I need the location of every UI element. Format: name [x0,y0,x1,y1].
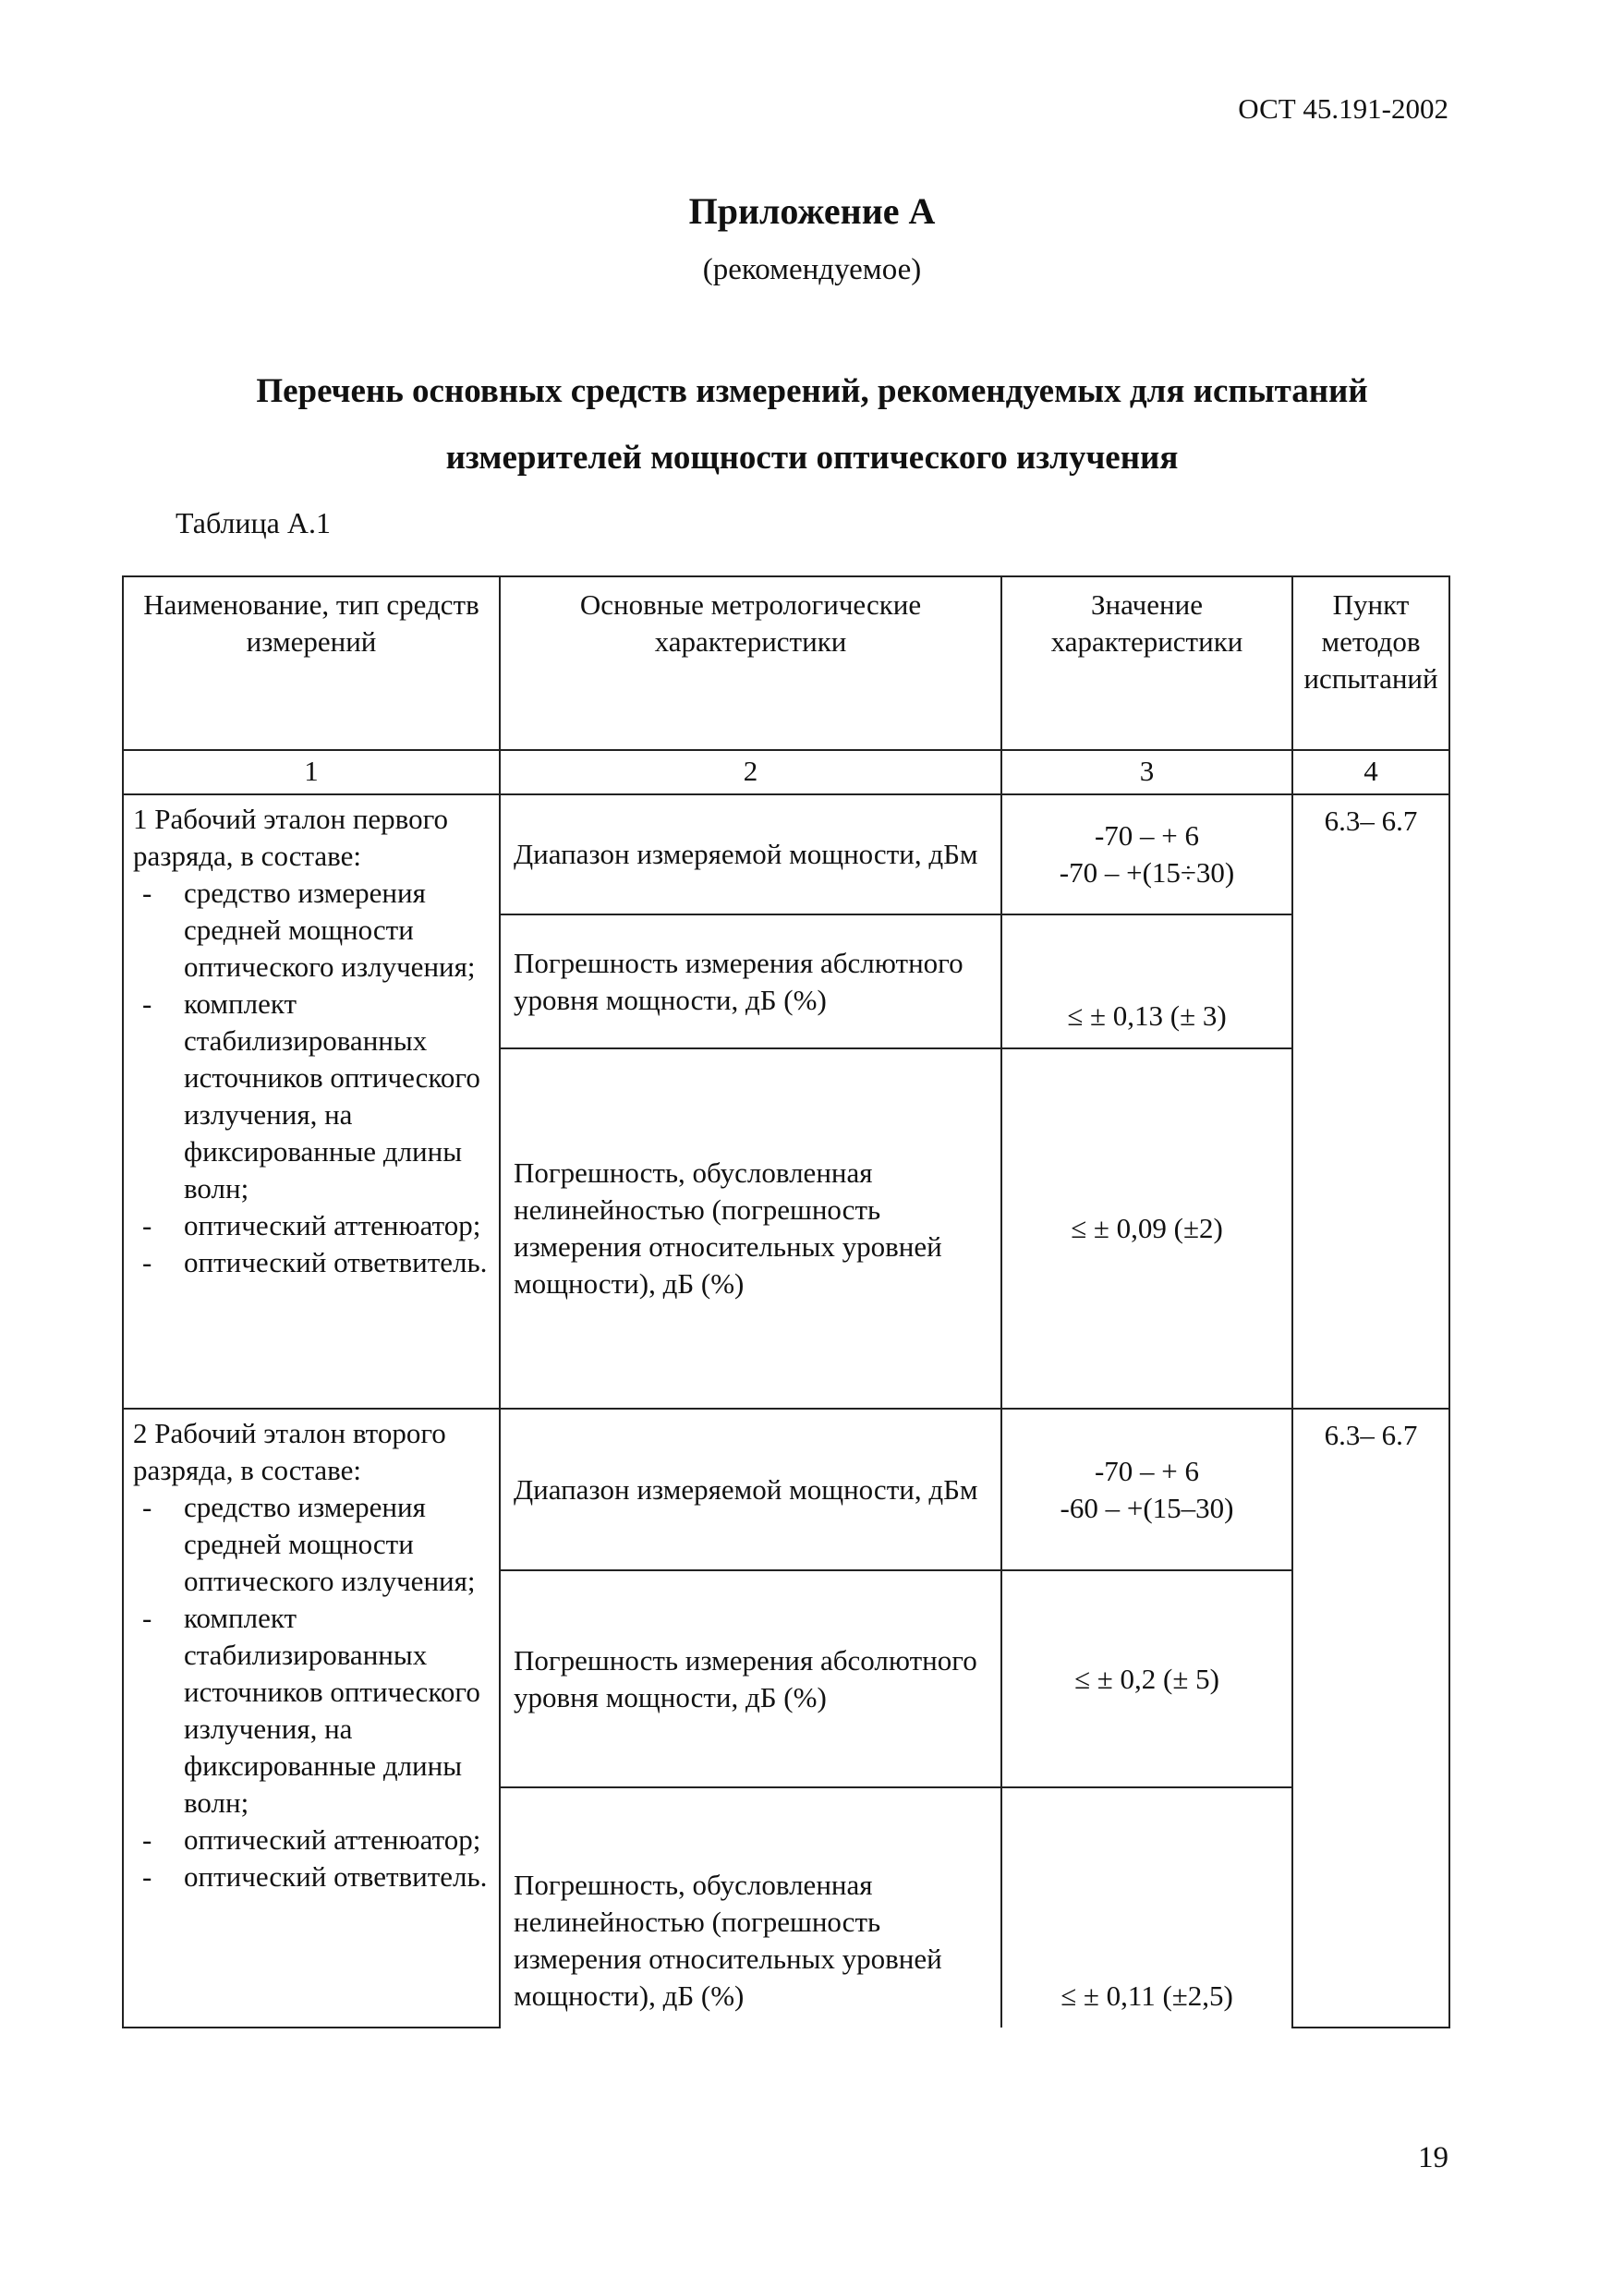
value-line: -70 – + 6 [1094,819,1200,852]
list-item: - комплект стабилизированных источников оптического излучения, на фиксированные длины волн; [133,986,491,1207]
list-item: - оптический аттенюатор; [133,1207,491,1244]
list-item: - оптический аттенюатор; [133,1822,491,1858]
instrument-name-cell [123,794,500,1409]
document-code: ОСТ 45.191-2002 [1238,92,1448,125]
list-item: - средство измерения средней мощности оптического излучения; [133,875,491,986]
value-line: -70 – +(15÷30) [1059,856,1235,889]
test-clause: 6.3– 6.7 [1292,794,1449,1409]
characteristic-name: Погрешность измерения абслютного уровня мощности, дБ (%) [500,914,1001,1048]
value-line: ≤ ± 0,13 (± 3) [1067,999,1227,1032]
column-number: 4 [1292,750,1449,794]
list-item: - оптический ответвитель. [133,1858,491,1895]
header-instrument-name: Наименование, тип средств измерений [123,576,500,750]
value-line: ≤ ± 0,2 (± 5) [1074,1662,1219,1695]
characteristic-name: Диапазон измеряемой мощности, дБм [500,1409,1001,1570]
value-line: -60 – +(15–30) [1060,1491,1234,1524]
header-value: Значение характеристики [1001,576,1292,750]
characteristic-value [1001,914,1292,1048]
characteristic-name: Погрешность измерения абсолютного уровня мощности, дБ (%) [500,1570,1001,1787]
characteristic-value [1001,1787,1292,2028]
characteristic-value [1001,1048,1292,1409]
table-heading-line-2: измерителей мощности оптического излучения [445,439,1179,477]
component-list [133,875,491,1281]
instrument-name-cell [123,1409,500,2028]
characteristic-name: Погрешность, обусловленная нелинейностью (погрешность измерения относительных уровней мощности), дБ (%) [500,1048,1001,1409]
measurement-instruments-table [122,575,1448,2028]
instrument-name: 1 Рабочий эталон первого разряда, в составе: [133,803,449,872]
header-characteristics: Основные метрологические характеристики [500,576,1001,750]
appendix-title: Приложение А [688,190,936,232]
characteristic-name: Диапазон измеряемой мощности, дБм [500,794,1001,914]
table-row [123,794,1449,914]
test-clause: 6.3– 6.7 [1292,1409,1449,2028]
list-item: - средство измерения средней мощности оптического излучения; [133,1489,491,1600]
page-number: 19 [1418,2141,1448,2174]
characteristic-name: Погрешность, обусловленная нелинейностью (погрешность измерения относительных уровней мощности), дБ (%) [500,1787,1001,2028]
value-line: ≤ ± 0,09 (±2) [1071,1212,1223,1244]
list-item: - оптический ответвитель. [133,1244,491,1281]
column-number: 2 [500,750,1001,794]
table-header-row [123,576,1449,750]
characteristic-value [1001,1570,1292,1787]
column-number: 3 [1001,750,1292,794]
table-caption: Таблица А.1 [176,506,331,539]
column-number: 1 [123,750,500,794]
table-heading-line-1: Перечень основных средств измерений, рекомендуемых для испытаний [256,372,1368,410]
list-item: - комплект стабилизированных источников оптического излучения, на фиксированные длины волн; [133,1600,491,1822]
characteristic-value [1001,794,1292,914]
characteristic-value [1001,1409,1292,1570]
value-line: ≤ ± 0,11 (±2,5) [1060,1979,1233,2012]
value-line: -70 – + 6 [1094,1454,1200,1487]
column-number-row [123,750,1449,794]
header-test-clause: Пункт методов испытаний [1292,576,1449,750]
instrument-name: 2 Рабочий эталон второго разряда, в составе: [133,1417,446,1486]
component-list [133,1489,491,1895]
appendix-subtitle: (рекомендуемое) [702,253,922,286]
table-row [123,1409,1449,1570]
